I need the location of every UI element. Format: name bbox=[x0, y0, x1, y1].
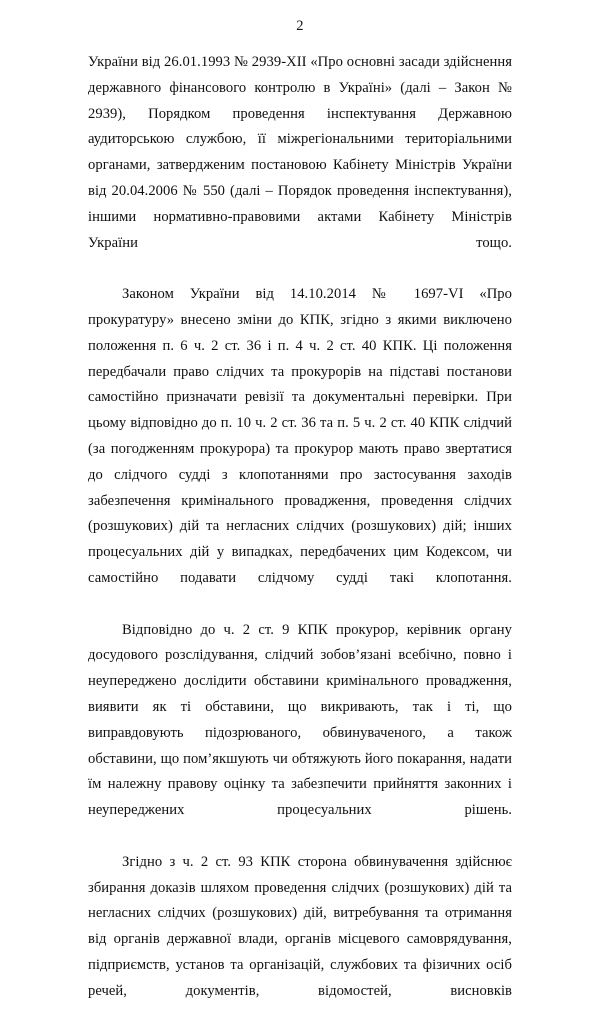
page-number: 2 bbox=[296, 18, 304, 34]
document-body bbox=[88, 50, 512, 1030]
paragraph-3: Відповідно до ч. 2 ст. 9 КПК прокурор, керівник органу досудового розслідування, слідчий зобов’язані всебічно, повно і неупереджено дослідити обставини кримінального провадження, виявити як ті обставини, що викривають, так і ті, що виправдовують підозрюваного, обвинуваченого, а також обставини, що пом’якшують чи обтяжують його покарання, надати їм належну правову оцінку та забезпечити прийняття законних і неупереджених процесуальних рішень. bbox=[88, 621, 512, 819]
paragraph-4: Згідно з ч. 2 ст. 93 КПК сторона обвинувачення здійснює збирання доказів шляхом проведення слідчих (розшукових) дій та негласних слідчих (розшукових) дій, витребування та отримання від органів державної влади, органів місцевого самоврядування, підприємств, установ та організацій, службових та фізичних осіб речей, документів, відомостей, висновків bbox=[88, 853, 512, 999]
paragraph-2: Законом України від 14.10.2014 № 1697-VI «Про прокуратуру» внесено зміни до КПК, згідно з якими виключено положення п. 6 ч. 2 ст. 36 і п. 4 ч. 2 ст. 40 КПК. Ці положення передбачали право слідчих та прокурорів на підставі постанови самостійно призначати ревізії та документальні перевірки. При цьому відповідно до п. 10 ч. 2 ст. 36 та п. 5 ч. 2 ст. 40 КПК слідчий (за погодженням прокурора) та прокурор мають право звертатися до слідчого судді з клопотаннями про застосування заходів забезпечення кримінального провадження, проведення слідчих (розшукових) дій та негласних слідчих (розшукових) дій; інших процесуальних дій у випадках, передбачених цим Кодексом, чи самостійно подавати слідчому судді такі клопотання. bbox=[88, 286, 512, 586]
paragraph-1: України від 26.01.1993 № 2939-XII «Про основні засади здійснення державного фінансового контролю в Україні» (далі – Закон № 2939), Порядком проведення інспектування Державною аудиторською службою, її міжрегіональними територіальними органами, затвердженим постановою Кабінету Міністрів України від 20.04.2006 № 550 (далі – Порядок проведення інспектування), іншими нормативно-правовими актами Кабінету Міністрів України тощо. bbox=[88, 54, 512, 251]
